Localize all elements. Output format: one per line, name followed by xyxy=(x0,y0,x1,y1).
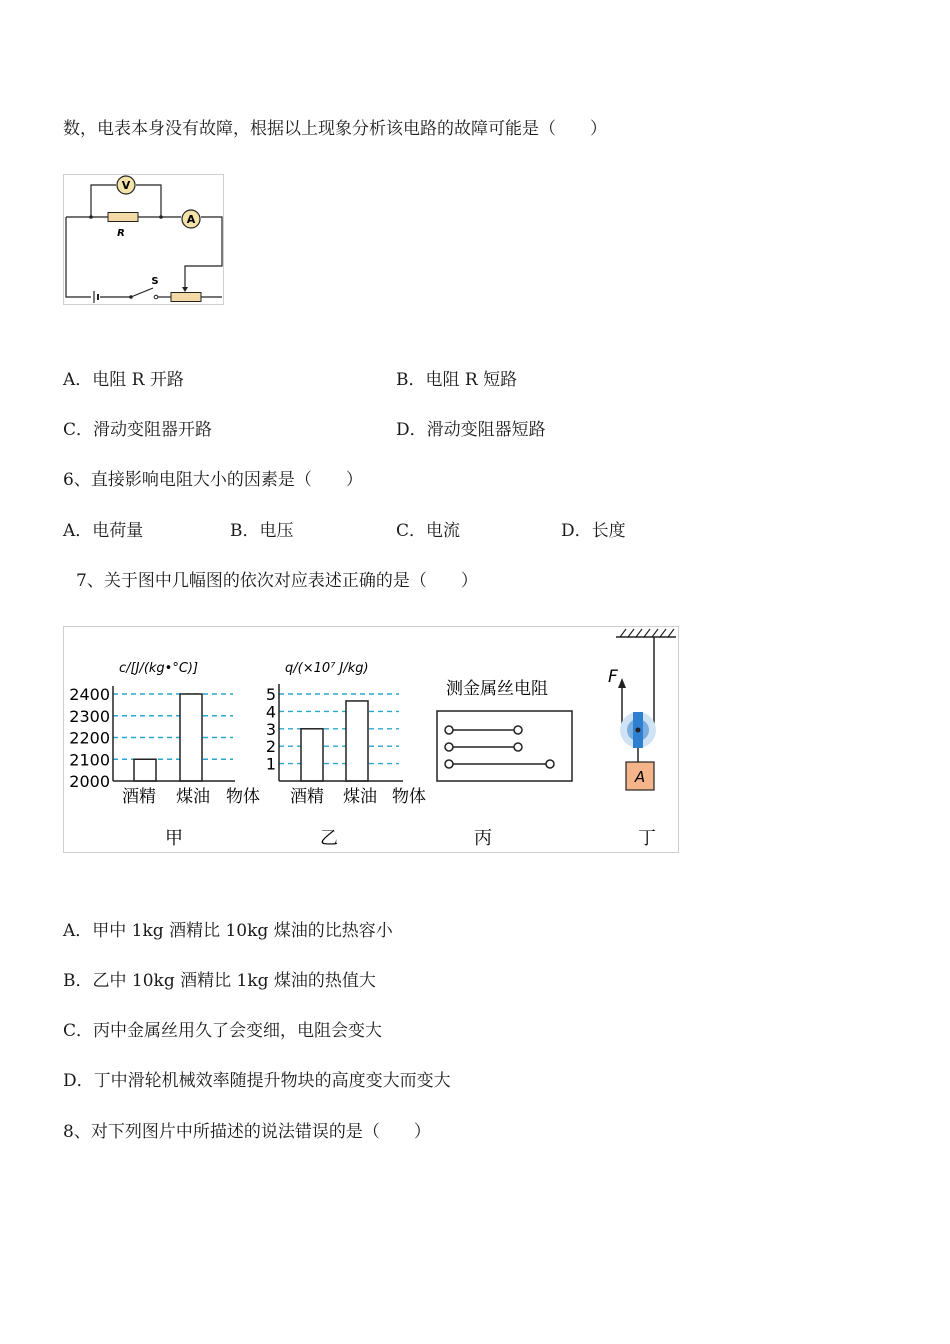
q5-option-a: A．电阻 R 开路 xyxy=(63,370,184,390)
y-tick-label: 1 xyxy=(265,754,276,774)
bar-2 xyxy=(346,701,368,781)
q7-option-a: A．甲中 1kg 酒精比 10kg 煤油的比热容小 xyxy=(63,921,393,941)
q5-option-c: C．滑动变阻器开路 xyxy=(63,420,213,440)
chart-jia-cat-1: 酒精 xyxy=(122,787,156,807)
caption-yi: 乙 xyxy=(320,828,338,849)
y-tick-label: 4 xyxy=(265,702,276,722)
q6-option-b: B．电压 xyxy=(230,521,294,541)
chart-jia-ylabel: c/[J/(kg•°C)] xyxy=(119,661,199,676)
caption-jia: 甲 xyxy=(165,828,183,849)
rheostat xyxy=(171,293,201,302)
intro-line: 数，电表本身没有故障，根据以上现象分析该电路的故障可能是（ ） xyxy=(63,119,607,139)
chart-jia-cat-2: 煤油 xyxy=(176,787,210,807)
bar-1 xyxy=(301,729,323,781)
q7-option-d: D．丁中滑轮机械效率随提升物块的高度变大而变大 xyxy=(63,1071,451,1091)
caption-ding: 丁 xyxy=(638,828,656,849)
switch-label: S xyxy=(151,276,159,287)
resistor-label: R xyxy=(117,228,125,239)
bar-2 xyxy=(180,694,202,781)
y-tick-label: 2000 xyxy=(69,772,110,791)
block-label: A xyxy=(634,768,646,786)
q5-option-b: B．电阻 R 短路 xyxy=(396,370,518,390)
chart-yi-cat-2: 煤油 xyxy=(343,787,377,807)
y-tick-label: 5 xyxy=(265,685,276,704)
voltmeter-label: V xyxy=(121,179,131,192)
caption-bing: 丙 xyxy=(474,828,492,849)
wire-board-title: 测金属丝电阻 xyxy=(446,679,548,699)
q5-option-d: D．滑动变阻器短路 xyxy=(396,420,546,440)
q6-option-c: C．电流 xyxy=(396,521,461,541)
chart-jia-xlabel: 物体 xyxy=(226,787,260,807)
bar-1 xyxy=(134,759,156,781)
q8-stem: 8、对下列图片中所描述的说法错误的是（ ） xyxy=(63,1122,431,1142)
resistor-r xyxy=(108,213,138,222)
chart-yi-xlabel: 物体 xyxy=(392,787,426,807)
y-tick-label: 2400 xyxy=(69,685,110,704)
force-label: F xyxy=(608,667,618,687)
y-tick-label: 2300 xyxy=(69,706,110,726)
chart-yi-ylabel: q/(×10⁷ J/kg) xyxy=(285,661,369,676)
ammeter-label: A xyxy=(186,213,196,226)
y-tick-label: 3 xyxy=(265,719,276,739)
q7-option-b: B．乙中 10kg 酒精比 1kg 煤油的热值大 xyxy=(63,971,376,991)
y-tick-label: 2200 xyxy=(69,728,110,748)
y-tick-label: 2100 xyxy=(69,750,110,770)
q7-stem: 7、关于图中几幅图的依次对应表述正确的是（ ） xyxy=(76,571,478,591)
q6-option-d: D．长度 xyxy=(561,521,626,541)
circuit-diagram xyxy=(63,174,225,306)
q7-figure xyxy=(63,626,680,854)
chart-yi-cat-1: 酒精 xyxy=(290,787,324,807)
q7-option-c: C．丙中金属丝用久了会变细，电阻会变大 xyxy=(63,1021,383,1041)
q6-stem: 6、直接影响电阻大小的因素是（ ） xyxy=(63,470,363,490)
q6-option-a: A．电荷量 xyxy=(63,521,144,541)
y-tick-label: 2 xyxy=(265,737,276,757)
